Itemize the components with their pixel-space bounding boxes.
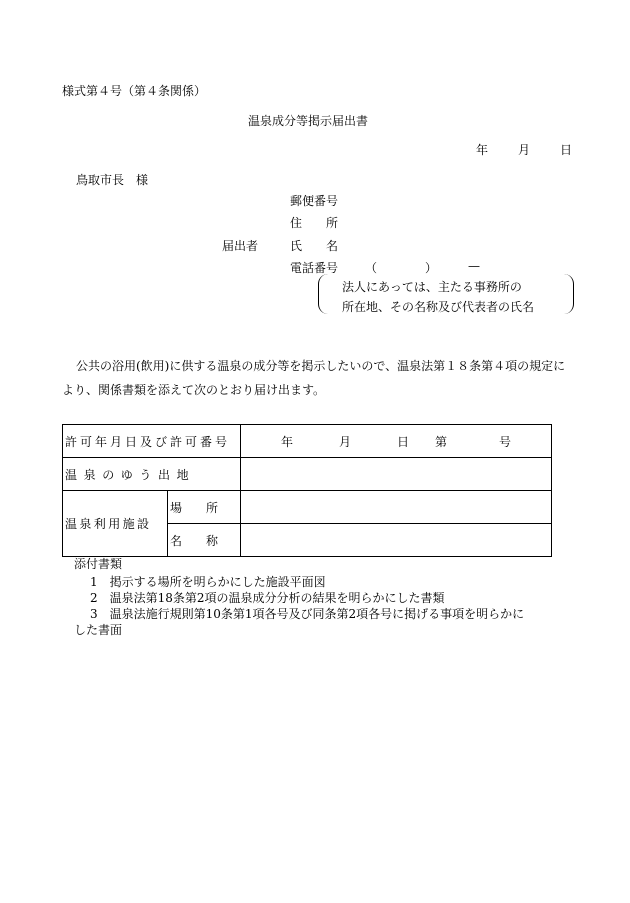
place-label-cell — [168, 491, 241, 524]
applicant-label: 届出者 — [222, 239, 259, 253]
attachments-heading: 添付書類 — [74, 557, 123, 571]
permit-day-label: 日 — [396, 434, 409, 449]
spring-source-label-cell — [63, 458, 241, 491]
corporation-note-line2: 所在地、その名称及び代表者の氏名 — [342, 300, 535, 314]
permit-number-prefix: 第 — [435, 434, 448, 449]
facility-label: 温泉利用施設 — [65, 517, 152, 531]
spring-source-label: 温泉のゆう出地 — [65, 467, 196, 482]
attachment-item-1: 1 掲示する場所を明らかにした施設平面図 — [90, 575, 326, 589]
date-month-label: 月 — [518, 143, 531, 157]
facility-label-cell — [63, 491, 168, 557]
recipient: 鳥取市長 様 — [76, 173, 149, 187]
date-year-label: 年 — [476, 143, 489, 157]
corporation-note-line1: 法人にあっては、主たる事務所の — [342, 280, 522, 294]
attachment-item-3-continuation: した書面 — [74, 623, 123, 637]
phone-paren-close: ） — [425, 261, 438, 275]
attachment-item-2: 2 温泉法第18条第2項の温泉成分分析の結果を明らかにした書類 — [90, 591, 445, 605]
permit-label: 許可年月日及び許可番号 — [65, 434, 231, 449]
document-title: 温泉成分等掲示届出書 — [248, 114, 369, 128]
phone-paren-open: （ — [365, 261, 378, 275]
place-value-cell[interactable] — [241, 491, 552, 524]
left-bracket — [318, 274, 329, 314]
attachment-item-3: 3 温泉法施行規則第10条第1項各号及び同条第2項各号に掲げる事項を明らかに — [90, 607, 525, 621]
facility-name-label-cell — [168, 524, 241, 557]
date-line — [476, 141, 572, 158]
permit-number-suffix: 号 — [499, 434, 512, 449]
postal-code-label: 郵便番号 — [290, 194, 339, 208]
table-row — [63, 425, 552, 458]
phone-label: 電話番号 — [290, 261, 339, 275]
facility-name-value-cell[interactable] — [241, 524, 552, 557]
phone-dash: — — [468, 259, 480, 273]
table-row — [63, 458, 552, 491]
notification-table — [62, 424, 552, 557]
permit-label-cell — [63, 425, 241, 458]
form-number: 様式第４号（第４条関係） — [62, 84, 207, 98]
permit-month-label: 月 — [338, 434, 351, 449]
place-label: 場 所 — [170, 500, 219, 515]
declaration-text: 公共の浴用(飲用)に供する温泉の成分等を掲示したいので、温泉法第１８条第４項の規定により、関係書類を添えて次のとおり届け出ます。 — [62, 359, 566, 397]
right-bracket — [563, 274, 574, 314]
facility-name-label: 名 称 — [170, 533, 219, 548]
corporation-note — [342, 277, 534, 317]
permit-year-label: 年 — [280, 434, 293, 449]
table-row — [63, 491, 552, 524]
spring-source-value-cell[interactable] — [241, 458, 552, 491]
permit-value-cell[interactable] — [241, 425, 552, 458]
name-label: 氏 名 — [290, 239, 339, 253]
address-label: 住 所 — [290, 216, 339, 230]
date-day-label: 日 — [560, 143, 573, 157]
